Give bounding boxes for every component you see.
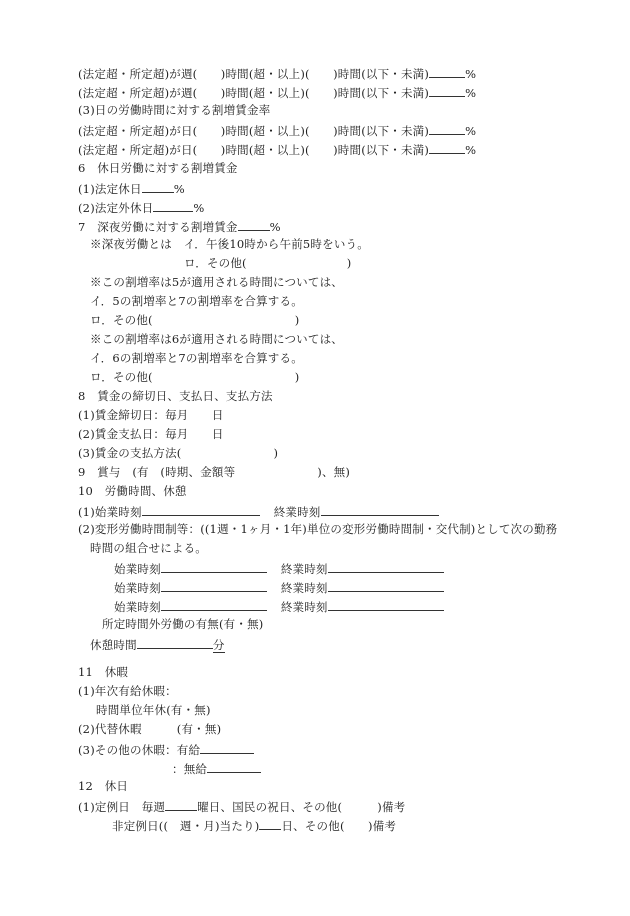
start-time-label: 始業時刻 (114, 600, 161, 614)
break-time-label: 休憩時間 (90, 638, 137, 652)
variable-hours-line-2 (90, 540, 207, 557)
wage-payment-method-label: (3)賃金の支払方法( (78, 446, 182, 460)
start-time-blank[interactable] (161, 578, 267, 592)
percent-unit: % (193, 201, 205, 215)
end-time-label: 終業時刻 (280, 581, 328, 595)
substitute-leave-text: (2)代替休暇 (有・無) (78, 722, 222, 736)
end-time-blank[interactable] (321, 502, 439, 516)
rate-6-other-line (90, 369, 299, 386)
shift-row-3 (114, 597, 444, 614)
work-start-end-line (78, 502, 439, 519)
weekday-blank[interactable] (165, 797, 197, 811)
other-leave-paid-label: (3)その他の休暇：有給 (78, 743, 201, 757)
rate-5-combine-text: イ．5の割増率と7の割増率を合算する。 (90, 294, 303, 308)
nonlegal-holiday-rate-blank[interactable] (153, 198, 193, 212)
night-work-definition (90, 236, 369, 253)
irregular-holiday-tail: 日、その他( )備考 (281, 819, 397, 833)
bonus-label: 9 賞与 (有 (時期、金額等 (78, 465, 236, 479)
overtime-existence-line (102, 616, 263, 633)
other-leave-unpaid-label: ：無給 (172, 762, 208, 776)
hourly-leave-line (96, 702, 211, 719)
wage-closing-day-text: (1)賃金締切日：毎月 日 (78, 408, 224, 422)
irregular-holiday-label: 非定例日(( 週・月)当たり) (112, 819, 260, 833)
close-paren: ) (294, 313, 300, 327)
section-12-heading (78, 778, 128, 795)
section-7-heading (78, 217, 281, 234)
rate-5-note (90, 274, 343, 291)
close-paren: ) (294, 370, 300, 384)
rate-6-combine-text: イ．6の割増率と7の割増率を合算する。 (90, 351, 303, 365)
end-time-label: 終業時刻 (280, 562, 328, 576)
start-time-label: 始業時刻 (114, 562, 161, 576)
rate-5-other-line (90, 312, 299, 329)
section-9-bonus (78, 464, 350, 481)
variable-hours-line (78, 521, 557, 538)
rate-5-note-text: ※この割増率は5が適用される時間については、 (90, 275, 343, 289)
break-time-line (90, 635, 225, 652)
close-paren: ) (346, 256, 352, 270)
bonus-tail: )、無) (317, 465, 351, 479)
percent-unit: % (465, 124, 477, 138)
percent-unit: % (465, 86, 477, 100)
annual-leave-line (78, 683, 177, 700)
substitute-leave-line (78, 721, 221, 738)
weekly-overtime-line-2 (78, 83, 476, 100)
wage-payment-method-line (78, 445, 278, 462)
legal-holiday-line (78, 179, 185, 196)
weekly-overtime-text-2: (法定超・所定超)が週( )時間(超・以上)( )時間(以下・未満) (78, 86, 430, 100)
rate-blank[interactable] (429, 121, 465, 135)
variable-hours-text: (2)変形労働時間制等：((1週・1ヶ月・1年)単位の変形労働時間制・交代制)として次の勤務 (78, 522, 558, 536)
rate-6-note-text: ※この割増率は6が適用される時間については、 (90, 332, 343, 346)
end-time-blank[interactable] (328, 559, 444, 573)
break-time-blank[interactable] (137, 635, 213, 649)
end-time-label: 終業時刻 (273, 505, 321, 519)
percent-unit: % (465, 143, 477, 157)
rate-blank[interactable] (429, 140, 465, 154)
rate-blank[interactable] (429, 64, 465, 78)
overtime-existence-text: 所定時間外労働の有無(有・無) (102, 617, 264, 631)
regular-holiday-line (78, 797, 405, 814)
wage-closing-day-line (78, 407, 224, 424)
rate-6-combine (90, 350, 303, 367)
hourly-leave-text: 時間単位年休(有・無) (96, 703, 211, 717)
end-time-label: 終業時刻 (280, 600, 328, 614)
section-11-title: 11 休暇 (78, 665, 129, 679)
daily-overtime-text-2: (法定超・所定超)が日( )時間(超・以上)( )時間(以下・未満) (78, 143, 430, 157)
other-leave-paid-line (78, 740, 254, 757)
variable-hours-text-2: 時間の組合せによる。 (90, 541, 207, 555)
weekly-overtime-line-1 (78, 64, 476, 81)
day-count-blank[interactable] (259, 816, 281, 830)
start-time-blank[interactable] (161, 597, 267, 611)
daily-overtime-text-1: (法定超・所定超)が日( )時間(超・以上)( )時間(以下・未満) (78, 124, 430, 138)
percent-unit: % (173, 182, 185, 196)
legal-holiday-label: (1)法定休日 (78, 182, 142, 196)
percent-unit: % (465, 67, 477, 81)
weekly-overtime-text-1: (法定超・所定超)が週( )時間(超・以上)( )時間(以下・未満) (78, 67, 430, 81)
regular-holiday-label: (1)定例日 毎週 (78, 800, 166, 814)
daily-overtime-heading (78, 102, 270, 119)
rate-6-note (90, 331, 343, 348)
start-time-blank[interactable] (142, 502, 260, 516)
section-12-title: 12 休日 (78, 779, 129, 793)
start-time-blank[interactable] (161, 559, 267, 573)
minutes-unit: 分 (212, 638, 225, 652)
end-time-blank[interactable] (328, 597, 444, 611)
paid-leave-blank[interactable] (200, 740, 254, 754)
percent-unit: % (269, 220, 281, 234)
shift-row-2 (114, 578, 444, 595)
start-time-label: (1)始業時刻 (78, 505, 142, 519)
section-6-heading (78, 160, 238, 177)
night-work-definition-text: ※深夜労働とは イ．午後10時から午前5時をいう。 (90, 237, 369, 251)
section-8-title: 8 賃金の締切日、支払日、支払方法 (78, 389, 273, 403)
daily-overtime-line-1 (78, 121, 476, 138)
section-10-heading (78, 483, 187, 500)
close-paren: ) (273, 446, 279, 460)
night-work-other-line (184, 255, 351, 272)
section-10-title: 10 労働時間、休憩 (78, 484, 187, 498)
section-6-title: 6 休日労働に対する割増賃金 (78, 161, 238, 175)
daily-overtime-heading-text: (3)日の労働時間に対する割増賃金率 (78, 103, 271, 117)
regular-holiday-tail: 曜日、国民の祝日、その他( )備考 (197, 800, 406, 814)
rate-blank[interactable] (429, 83, 465, 97)
unpaid-leave-blank[interactable] (207, 759, 261, 773)
wage-payment-day-line (78, 426, 224, 443)
other-label: ロ．その他( (90, 313, 153, 327)
daily-overtime-line-2 (78, 140, 476, 157)
section-11-heading (78, 664, 128, 681)
other-label: ロ．その他( (90, 370, 153, 384)
nonlegal-holiday-label: (2)法定外休日 (78, 201, 154, 215)
night-work-rate-blank[interactable] (238, 217, 270, 231)
legal-holiday-rate-blank[interactable] (142, 179, 174, 193)
other-leave-unpaid-line (172, 759, 261, 776)
shift-row-1 (114, 559, 444, 576)
other-label: ロ．その他( (184, 256, 247, 270)
wage-payment-day-text: (2)賃金支払日：毎月 日 (78, 427, 224, 441)
end-time-blank[interactable] (328, 578, 444, 592)
annual-leave-label: (1)年次有給休暇： (78, 684, 177, 698)
start-time-label: 始業時刻 (114, 581, 161, 595)
section-8-heading (78, 388, 273, 405)
nonlegal-holiday-line (78, 198, 205, 215)
rate-5-combine (90, 293, 303, 310)
irregular-holiday-line (112, 816, 396, 833)
section-7-title: 7 深夜労働に対する割増賃金 (78, 220, 238, 234)
